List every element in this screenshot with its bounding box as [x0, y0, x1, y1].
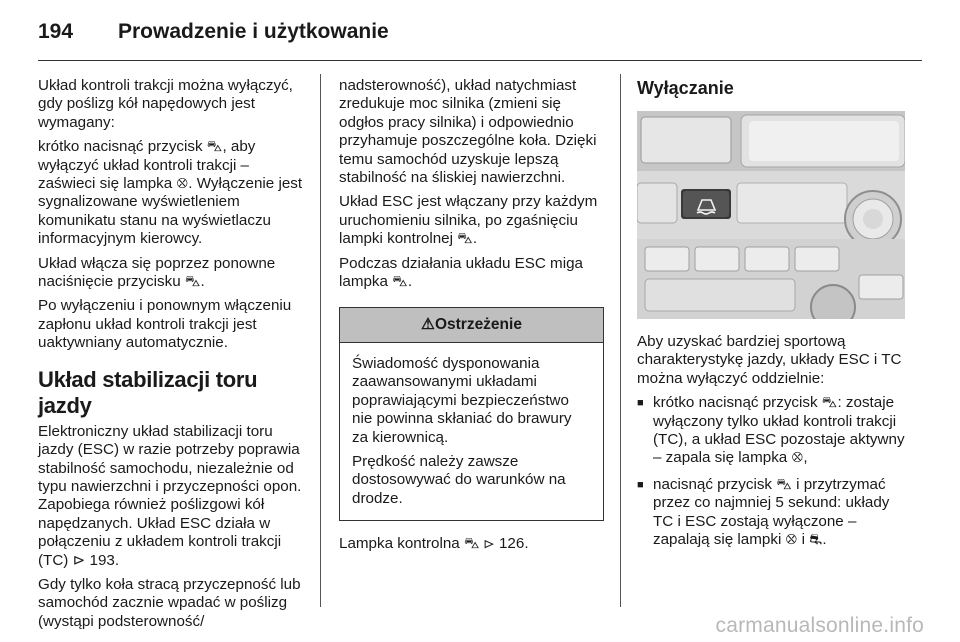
paragraph: Układ kontroli trakcji można wyłączyć, gdy poślizg kół napędowych jest wymagany: [38, 77, 293, 131]
warning-paragraph: Prędkość należy zawsze dostosowywać do warunków na drodze. [352, 452, 566, 507]
column-middle [339, 77, 604, 560]
warning-title: ⚠Ostrzeżenie [340, 308, 603, 342]
warning-body [340, 343, 603, 520]
paragraph: nadsterowność), układ natychmiast zredukuje moc silnika (zmieni się odgłos pracy silnika) i odpowiednio przyhamuje poszczególne koła. Dzięki temu samochód uzyskuje lepszą stabilność na śliskiej nawierzchni. [339, 77, 597, 187]
paragraph: Aby uzyskać bardziej sportową charakterystykę jazdy, układy ESC i TC można wyłączyć oddzielnie: [637, 333, 902, 387]
page-title: Prowadzenie i użytkowanie [118, 20, 389, 43]
page-header [38, 12, 389, 52]
header-divider [38, 60, 922, 61]
watermark: carmanualsonline.info [715, 614, 924, 637]
paragraph: Układ ESC jest włączany przy każdym uruchomieniu silnika, po zgaśnięciu lampki kontrolnej ⛍. [339, 193, 598, 248]
page-number: 194 [38, 20, 74, 43]
warning-paragraph: Świadomość dysponowania zaawansowanymi układami poprawiającymi bezpieczeństwo nie powinna skłaniać do brawury za kierownicą. [352, 354, 572, 446]
subheading: Wyłączanie [637, 78, 734, 98]
traction-button-illustration [637, 111, 905, 319]
paragraph: Układ włącza się poprzez ponowne naciśnięcie przycisku ⛍. [38, 254, 276, 291]
paragraph: Podczas działania układu ESC miga lampka ⛍. [339, 254, 583, 291]
paragraph: krótko nacisnąć przycisk ⛍, aby wyłączyć układ kontroli trakcji – zaświeci się lampka ⛒. Wyłączenie jest sygnalizowane wyświetleniem komunikatu stanu na wyświetlaczu informacyjnym kierowcy. [38, 138, 303, 248]
paragraph: Lampka kontrolna ⛍ ⊳ 126. [339, 535, 529, 553]
column-left [38, 77, 306, 637]
column-divider-left [320, 74, 321, 607]
bullet-list [637, 394, 905, 549]
paragraph: Gdy tylko koła stracą przyczepność lub samochód zacznie wpadać w poślizg (wystąpi podsterowność/ [38, 575, 301, 630]
warning-box [339, 307, 604, 521]
dashboard-photo [637, 111, 905, 319]
list-item: ■ nacisnąć przycisk ⛍ i przytrzymać przez co najmniej 5 sekund: układy TC i ESC zostają wyłączone – zapalają się lampki ⛒ i ⛐. [637, 476, 905, 550]
section-heading: Układ stabilizacji toru jazdy [38, 366, 258, 418]
list-item: ■ krótko nacisnąć przycisk ⛍: zostaje wyłączony tylko układ kontroli trakcji (TC), a układ ESC pozostaje aktywny – zapala się lampka ⛒, [637, 394, 905, 468]
paragraph: Elektroniczny układ stabilizacji toru jazdy (ESC) w razie potrzeby poprawia stabilność samochodu, niezależnie od typu nawierzchni i przyczepności opon. Zapobiega również poślizgowi kół napędzanych. Układ ESC działa w połączeniu z układem kontroli trakcji (TC) ⊳ 193. [38, 422, 302, 569]
paragraph: Po wyłączeniu i ponownym włączeniu zapłonu układ kontroli trakcji jest uaktywniany automatycznie. [38, 297, 292, 352]
column-right [637, 77, 905, 557]
column-divider-right [620, 74, 621, 607]
